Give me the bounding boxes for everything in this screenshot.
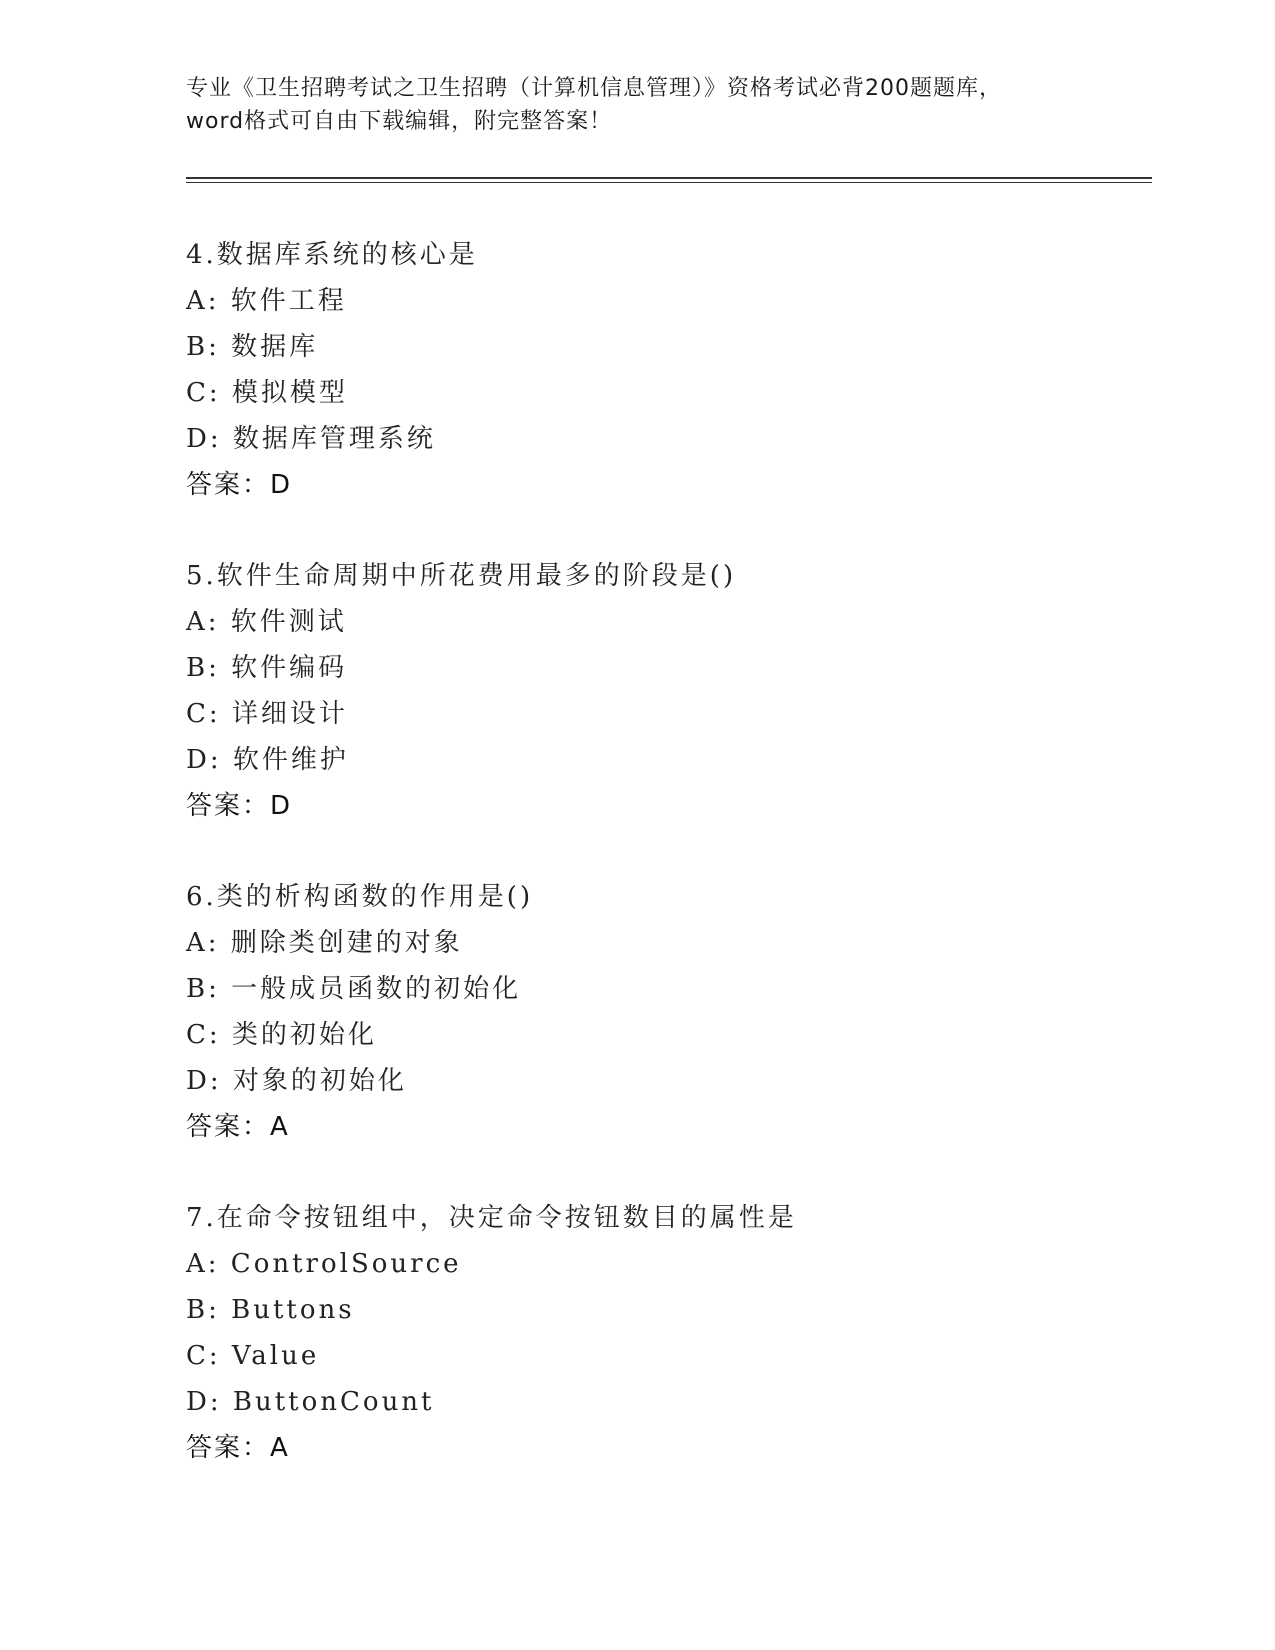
option-a: A: 软件工程 bbox=[186, 286, 347, 316]
answer-line: 答案：A bbox=[186, 1433, 290, 1463]
header-divider-thick bbox=[186, 177, 1152, 179]
option-b: B: 数据库 bbox=[186, 332, 319, 362]
question-7 bbox=[186, 1195, 1146, 1471]
question-stem: 7.在命令按钮组中，决定命令按钮数目的属性是 bbox=[186, 1203, 797, 1233]
question-stem: 4.数据库系统的核心是 bbox=[186, 240, 478, 270]
header-line-1: 专业《卫生招聘考试之卫生招聘（计算机信息管理）》资格考试必背200题题库， bbox=[186, 76, 1002, 101]
question-6 bbox=[186, 874, 1146, 1150]
header-line-2: word格式可自由下载编辑，附完整答案！ bbox=[186, 109, 613, 134]
option-b: B: 软件编码 bbox=[186, 653, 348, 683]
answer-line: 答案：A bbox=[186, 1112, 290, 1142]
answer-line: 答案：D bbox=[186, 470, 293, 500]
option-b: B: Buttons bbox=[186, 1295, 355, 1325]
option-a: A: 软件测试 bbox=[186, 607, 347, 637]
option-c: C: Value bbox=[186, 1341, 320, 1371]
option-b: B: 一般成员函数的初始化 bbox=[186, 974, 522, 1004]
answer-line: 答案：D bbox=[186, 791, 293, 821]
question-stem: 6.类的析构函数的作用是() bbox=[186, 882, 534, 912]
question-list bbox=[186, 232, 1146, 1516]
option-c: C: 详细设计 bbox=[186, 699, 348, 729]
option-a: A: ControlSource bbox=[186, 1249, 462, 1279]
document-header bbox=[186, 72, 1086, 138]
option-c: C: 类的初始化 bbox=[186, 1020, 377, 1050]
option-c: C: 模拟模型 bbox=[186, 378, 348, 408]
option-a: A: 删除类创建的对象 bbox=[186, 928, 463, 958]
question-stem: 5.软件生命周期中所花费用最多的阶段是() bbox=[186, 561, 737, 591]
header-divider-thin bbox=[186, 182, 1152, 183]
option-d: D: 软件维护 bbox=[186, 745, 349, 775]
question-4 bbox=[186, 232, 1146, 508]
option-d: D: 数据库管理系统 bbox=[186, 424, 436, 454]
option-d: D: 对象的初始化 bbox=[186, 1066, 407, 1096]
question-5 bbox=[186, 553, 1146, 829]
option-d: D: ButtonCount bbox=[186, 1387, 435, 1417]
